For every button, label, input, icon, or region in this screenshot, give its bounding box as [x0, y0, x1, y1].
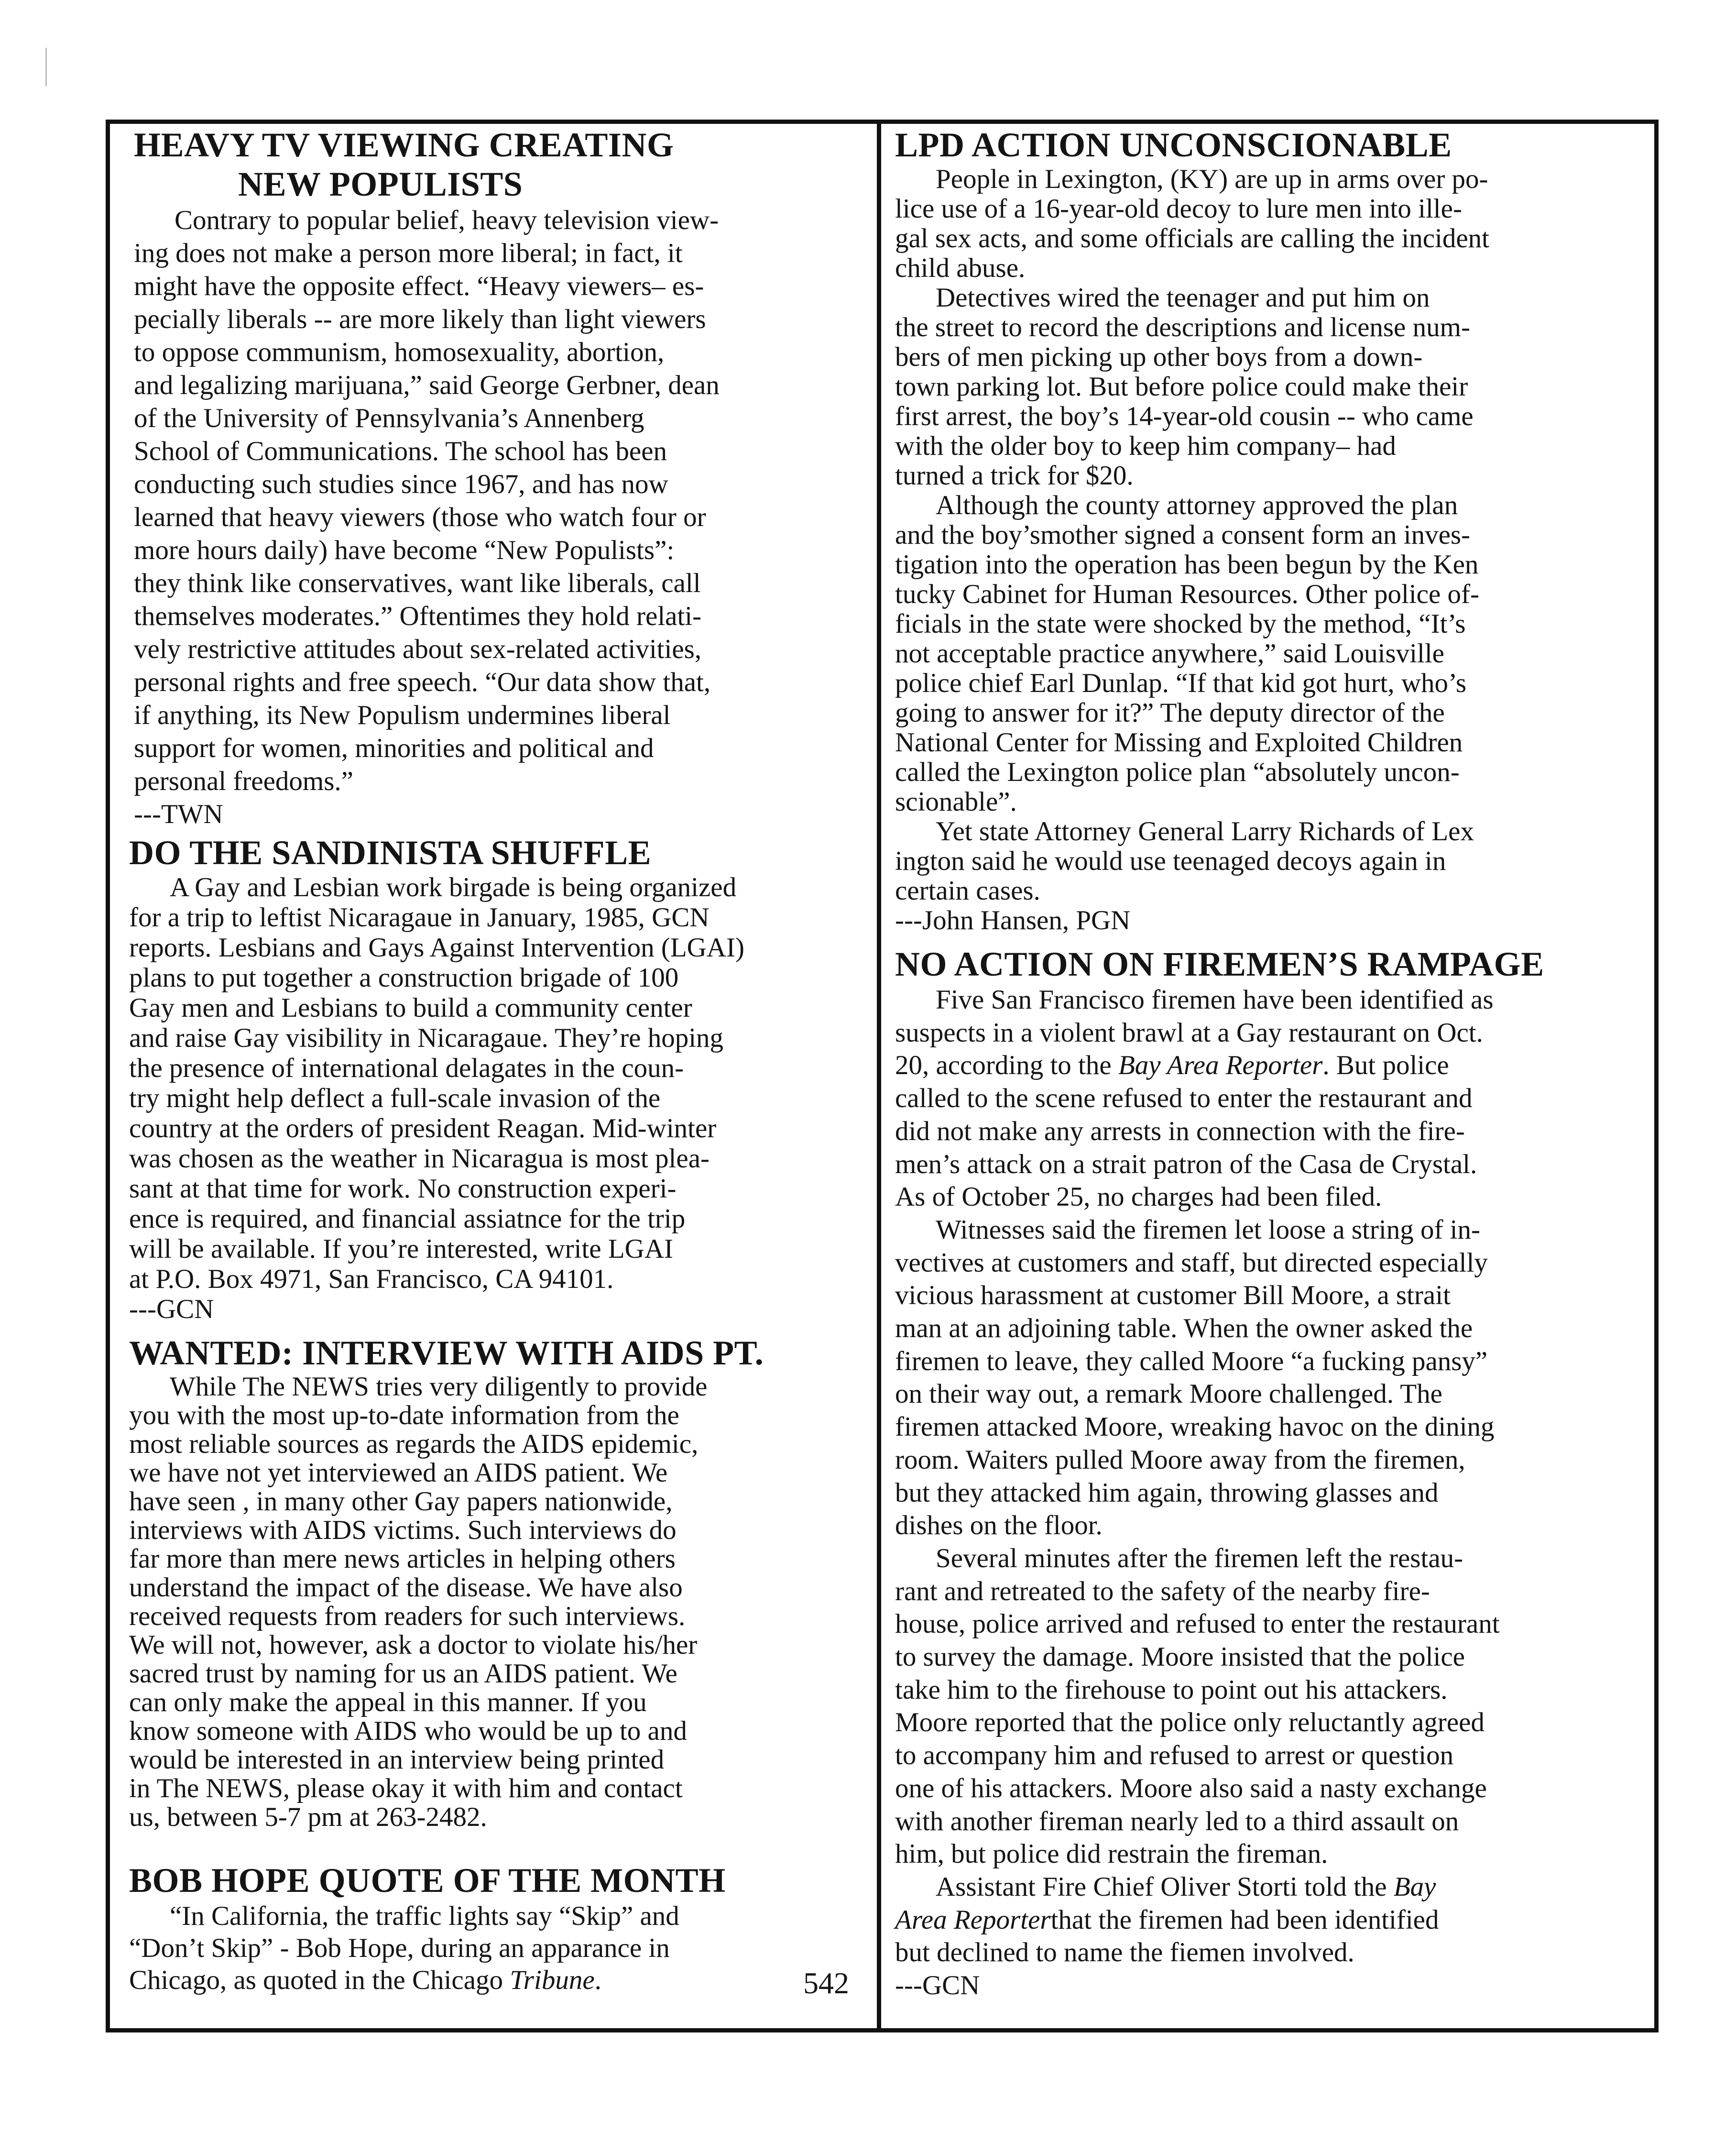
text-line: men’s attack on a strait patron of the Casa de Crystal.	[895, 1149, 1477, 1179]
text-line: ington said he would use teenaged decoys again in	[895, 846, 1446, 876]
text-line: firemen to leave, they called Moore “a fucking pansy”	[895, 1346, 1488, 1376]
text-line: Witnesses said the firemen let loose a string of in-	[936, 1214, 1480, 1245]
text-line: Yet state Attorney General Larry Richards of Lex	[936, 816, 1474, 846]
column-divider	[877, 120, 881, 2032]
text-line: pecially liberals -- are more likely than light viewers	[134, 304, 706, 334]
text-line: and the boy’smother signed a consent form an inves-	[895, 520, 1471, 550]
text-line: National Center for Missing and Exploited Children	[895, 727, 1463, 758]
headline: NO ACTION ON FIREMEN’S RAMPAGE	[895, 945, 1544, 983]
text-line: A Gay and Lesbian work birgade is being organized	[170, 872, 737, 902]
text-line: Several minutes after the firemen left the restau-	[936, 1543, 1463, 1573]
text-line: not acceptable practice anywhere,” said Louisville	[895, 638, 1444, 669]
text-line: called the Lexington police plan “absolutely uncon-	[895, 757, 1460, 787]
text-line: bers of men picking up other boys from a down-	[895, 342, 1423, 372]
article-wanted-interview	[129, 1333, 764, 1832]
text-line: sant at that time for work. No construction experi-	[129, 1174, 677, 1204]
text-line: tucky Cabinet for Human Resources. Other police of-	[895, 579, 1479, 609]
text-segment: .	[594, 1965, 601, 1995]
text-line: conducting such studies since 1967, and has now	[134, 469, 668, 499]
text-line: and raise Gay visibility in Nicaragaue. They’re hoping	[129, 1023, 724, 1053]
text-line: ing does not make a person more liberal; in fact, it	[134, 238, 683, 268]
text-line: received requests from readers for such interviews.	[129, 1601, 686, 1631]
article-tv-viewing	[134, 125, 720, 831]
text-line: Contrary to popular belief, heavy television view-	[175, 205, 719, 235]
text-line: house, police arrived and refused to enter the restaurant	[895, 1609, 1500, 1639]
text-line: personal rights and free speech. “Our data show that,	[134, 667, 711, 697]
text-line: themselves moderates.” Oftentimes they hold relati-	[134, 601, 702, 631]
text-line: firemen attacked Moore, wreaking havoc on the dining	[895, 1412, 1495, 1442]
paragraph	[895, 165, 1489, 283]
text-line: understand the impact of the disease. We have also	[129, 1572, 683, 1603]
headline: HEAVY TV VIEWING CREATING	[134, 126, 674, 164]
text-line: and legalizing marijuana,” said George Gerbner, dean	[134, 370, 720, 400]
text-line	[895, 1904, 1544, 1937]
text-line: to survey the damage. Moore insisted that the police	[895, 1642, 1465, 1672]
text-line: far more than mere news articles in helping others	[129, 1544, 676, 1574]
paragraph	[129, 1373, 764, 1832]
text-line: Moore reported that the police only reluctantly agreed	[895, 1707, 1485, 1738]
italic-title: Tribune	[510, 1965, 595, 1995]
text-line: the street to record the descriptions and license num-	[895, 312, 1470, 342]
paragraph	[895, 1871, 1544, 1969]
scan-mark	[45, 48, 47, 86]
paragraph	[895, 1542, 1544, 1871]
text-line: ficials in the state were shocked by the method, “It’s	[895, 609, 1466, 639]
byline: ---John Hansen, PGN	[895, 905, 1131, 935]
text-segment: . But police	[1322, 1050, 1449, 1081]
text-line: him, but police did restrain the fireman.	[895, 1839, 1328, 1869]
text-line: on their way out, a remark Moore challenged. The	[895, 1379, 1442, 1409]
article-sandinista-shuffle	[129, 833, 744, 1324]
text-line: We will not, however, ask a doctor to violate his/her	[129, 1630, 698, 1660]
text-line: of the University of Pennsylvania’s Annenberg	[134, 403, 644, 433]
text-line: if anything, its New Populism undermines liberal	[134, 700, 671, 730]
text-line: School of Communications. The school has been	[134, 436, 667, 466]
italic-title: Bay	[1393, 1871, 1436, 1902]
text-line: have seen , in many other Gay papers nationwide,	[129, 1486, 673, 1516]
byline: ---TWN	[134, 799, 223, 829]
page-number: 542	[803, 1966, 849, 2000]
text-line: they think like conservatives, want like liberals, call	[134, 568, 701, 598]
paragraph	[134, 204, 720, 798]
text-line: People in Lexington, (KY) are up in arms over po-	[936, 164, 1488, 194]
article-firemen-rampage	[895, 945, 1544, 2002]
text-line: gal sex acts, and some officials are calling the incident	[895, 223, 1490, 253]
text-line: was chosen as the weather in Nicaragua is most plea-	[129, 1143, 710, 1174]
headline: BOB HOPE QUOTE OF THE MONTH	[129, 1861, 726, 1900]
text-line: going to answer for it?” The deputy director of the	[895, 698, 1445, 728]
text-line: first arrest, the boy’s 14-year-old cousin -- who came	[895, 401, 1474, 431]
text-line: we have not yet interviewed an AIDS patient. We	[129, 1458, 668, 1488]
text-line: most reliable sources as regards the AIDS epidemic,	[129, 1429, 699, 1459]
text-line: with the older boy to keep him company– had	[895, 431, 1396, 461]
text-line	[895, 1049, 1544, 1082]
text-line: country at the orders of president Reagan. Mid-winter	[129, 1113, 717, 1143]
text-line: at P.O. Box 4971, San Francisco, CA 94101.	[129, 1264, 614, 1294]
text-line: to oppose communism, homosexuality, abortion,	[134, 337, 665, 367]
text-line: room. Waiters pulled Moore away from the firemen,	[895, 1444, 1465, 1475]
headline: NEW POPULISTS	[238, 165, 523, 203]
headline: WANTED: INTERVIEW WITH AIDS PT.	[129, 1334, 764, 1372]
article-lpd-action	[895, 125, 1489, 935]
text-line: personal freedoms.”	[134, 766, 353, 796]
paragraph	[895, 491, 1489, 817]
paragraph	[129, 872, 744, 1294]
text-line: for a trip to leftist Nicaragaue in January, 1985, GCN	[129, 902, 710, 933]
text-line: Although the county attorney approved the plan	[936, 490, 1458, 520]
text-line: us, between 5-7 pm at 263-2482.	[129, 1802, 487, 1832]
text-line: take him to the firehouse to point out his attackers.	[895, 1674, 1448, 1705]
text-line: tigation into the operation has been begun by the Ken	[895, 549, 1479, 580]
text-line	[895, 1871, 1544, 1904]
byline: ---GCN	[895, 1970, 980, 2001]
text-line: While The NEWS tries very diligently to provide	[170, 1372, 708, 1402]
paragraph	[895, 1214, 1544, 1542]
text-line: would be interested in an interview being printed	[129, 1745, 665, 1775]
text-segment: Chicago, as quoted in the Chicago	[129, 1965, 510, 1995]
text-line: man at an adjoining table. When the owner asked the	[895, 1313, 1473, 1344]
text-line: Gay men and Lesbians to build a community center	[129, 993, 692, 1023]
text-line: will be available. If you’re interested, write LGAI	[129, 1234, 673, 1264]
text-line: can only make the appeal in this manner. If you	[129, 1687, 647, 1717]
text-line: with another fireman nearly led to a third assault on	[895, 1806, 1459, 1836]
text-line: but declined to name the fiemen involved.	[895, 1937, 1354, 1968]
text-line: vely restrictive attitudes about sex-related activities,	[134, 634, 702, 664]
text-line: Five San Francisco firemen have been identified as	[936, 985, 1494, 1015]
text-segment: Assistant Fire Chief Oliver Storti told the	[936, 1871, 1394, 1902]
article-bob-hope-quote	[129, 1861, 726, 1996]
text-line: support for women, minorities and political and	[134, 733, 654, 763]
text-line: rant and retreated to the safety of the nearby fire-	[895, 1576, 1430, 1606]
text-line: certain cases.	[895, 876, 1040, 906]
text-line: police chief Earl Dunlap. “If that kid got hurt, who’s	[895, 668, 1467, 698]
text-line: vectives at customers and staff, but directed especially	[895, 1247, 1488, 1278]
text-line: town parking lot. But before police could make their	[895, 372, 1468, 402]
paragraph	[895, 817, 1489, 906]
text-line: suspects in a violent brawl at a Gay restaurant on Oct.	[895, 1017, 1483, 1048]
byline: ---GCN	[129, 1294, 214, 1324]
text-line: As of October 25, no charges had been filed.	[895, 1182, 1382, 1212]
text-line: vicious harassment at customer Bill Moore, a strait	[895, 1280, 1451, 1311]
text-segment: that the firemen had been identified	[1050, 1904, 1439, 1935]
text-line: called to the scene refused to enter the restaurant and	[895, 1083, 1473, 1114]
text-line: know someone with AIDS who would be up to and	[129, 1716, 687, 1746]
text-line: try might help deflect a full-scale invasion of the	[129, 1083, 661, 1113]
text-line: dishes on the floor.	[895, 1510, 1103, 1541]
text-line: “In California, the traffic lights say “Skip” and	[170, 1901, 679, 1931]
text-line: might have the opposite effect. “Heavy viewers– es-	[134, 271, 704, 301]
paragraph	[129, 1900, 726, 1996]
text-line: “Don’t Skip” - Bob Hope, during an apparance in	[129, 1933, 670, 1963]
text-line: the presence of international delagates in the coun-	[129, 1053, 684, 1083]
text-line: plans to put together a construction brigade of 100	[129, 963, 679, 993]
text-line: turned a trick for $20.	[895, 461, 1134, 491]
text-line: ence is required, and financial assiatnce for the trip	[129, 1204, 686, 1234]
text-line: to accompany him and refused to arrest or question	[895, 1740, 1454, 1771]
paragraph	[895, 984, 1544, 1214]
text-line: sacred trust by naming for us an AIDS patient. We	[129, 1659, 677, 1689]
text-line: reports. Lesbians and Gays Against Intervention (LGAI)	[129, 933, 744, 963]
text-line: you with the most up-to-date information from the	[129, 1400, 679, 1430]
text-line: child abuse.	[895, 253, 1026, 283]
text-line: in The NEWS, please okay it with him and contact	[129, 1773, 683, 1803]
text-line: but they attacked him again, throwing glasses and	[895, 1477, 1439, 1508]
paragraph	[895, 283, 1489, 491]
text-line	[129, 1964, 726, 1996]
text-segment: 20, according to the	[895, 1050, 1118, 1081]
headline: LPD ACTION UNCONSCIONABLE	[895, 126, 1452, 164]
italic-title: Area Reporter	[895, 1904, 1051, 1935]
text-line: scionable”.	[895, 787, 1017, 817]
text-line: one of his attackers. Moore also said a nasty exchange	[895, 1773, 1487, 1803]
text-line: did not make any arrests in connection with the fire-	[895, 1116, 1465, 1146]
italic-title: Bay Area Reporter	[1118, 1050, 1323, 1081]
headline: DO THE SANDINISTA SHUFFLE	[129, 834, 652, 872]
text-line: Detectives wired the teenager and put him on	[936, 283, 1430, 313]
text-line: lice use of a 16-year-old decoy to lure men into ille-	[895, 194, 1462, 224]
text-line: learned that heavy viewers (those who watch four or	[134, 502, 706, 532]
text-line: more hours daily) have become “New Populists”:	[134, 535, 675, 565]
text-line: interviews with AIDS victims. Such interviews do	[129, 1515, 677, 1545]
